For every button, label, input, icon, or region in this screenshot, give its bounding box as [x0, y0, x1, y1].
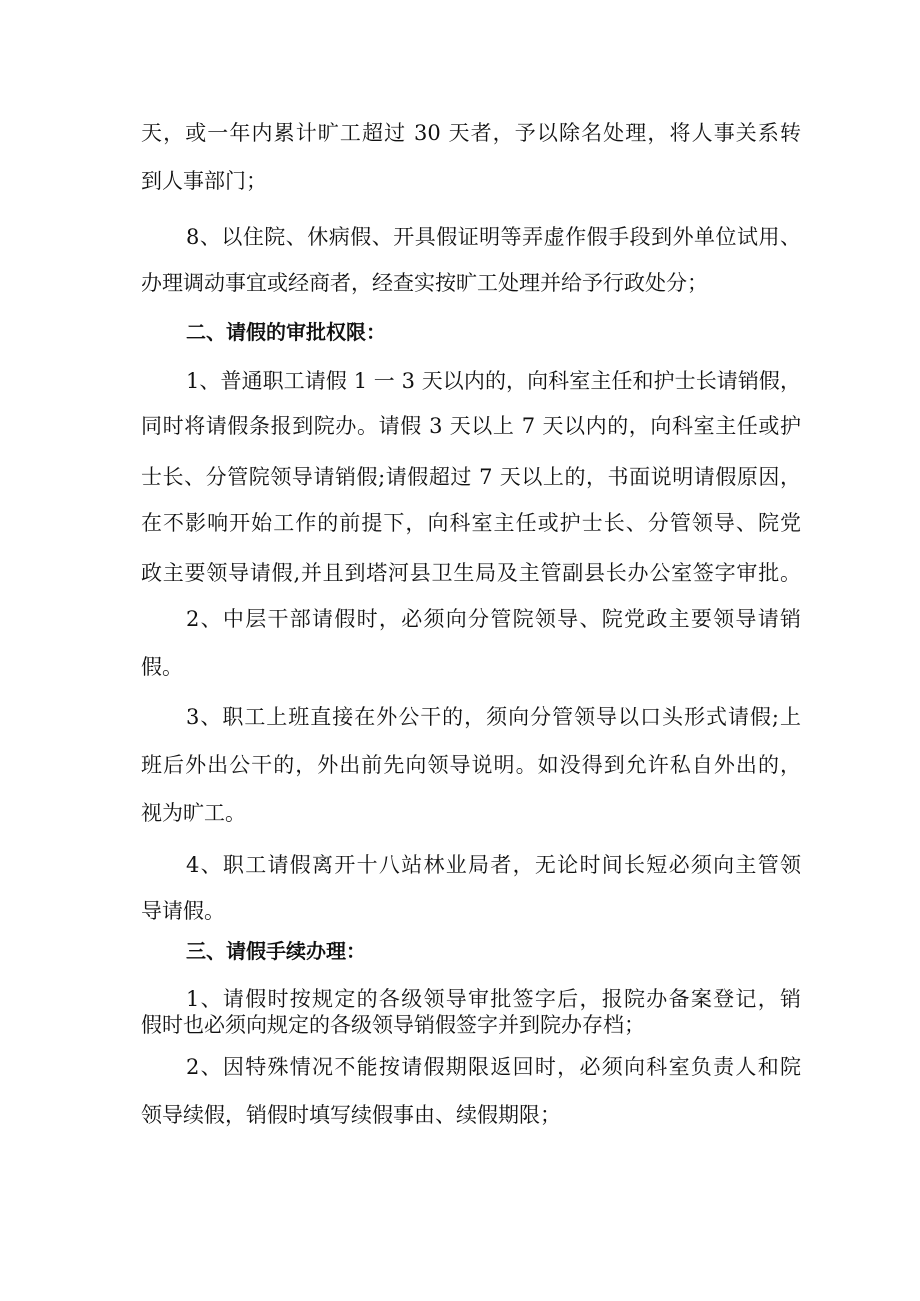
paragraph-line: 到人事部门；	[141, 169, 267, 193]
paragraph-line: 领导续假，销假时填写续假事由、续假期限；	[141, 1103, 561, 1127]
paragraph-line: 假时也必须向规定的各级领导销假签字并到院办存档；	[141, 1013, 645, 1037]
paragraph-line: 办理调动事宜或经商者，经查实按旷工处理并给予行政处分；	[141, 271, 708, 295]
section-heading: 二、请假的审批权限：	[186, 320, 386, 344]
paragraph-line: 班后外出公干的，外出前先向领导说明。如没得到允许私自外出的，	[141, 753, 801, 777]
paragraph-line: 士长、分管院领导请销假;请假超过 7 天以上的，书面说明请假原因，	[141, 465, 801, 489]
paragraph-line: 导请假。	[141, 899, 225, 923]
paragraph-line: 假。	[141, 655, 183, 679]
paragraph-line: 8、以住院、休病假、开具假证明等弄虚作假手段到外单位试用、	[186, 225, 801, 249]
paragraph-line: 天，或一年内累计旷工超过 30 天者，予以除名处理，将人事关系转	[141, 121, 801, 145]
paragraph-line: 政主要领导请假,并且到塔河县卫生局及主管副县长办公室签字审批。	[141, 561, 801, 585]
paragraph-line: 3、职工上班直接在外公干的，须向分管领导以口头形式请假;上	[186, 705, 801, 729]
paragraph-line: 在不影响开始工作的前提下，向科室主任或护士长、分管领导、院党	[141, 511, 801, 535]
paragraph-line: 2、中层干部请假时，必须向分管院领导、院党政主要领导请销	[186, 607, 801, 631]
paragraph-line: 同时将请假条报到院办。请假 3 天以上 7 天以内的，向科室主任或护	[141, 414, 801, 438]
paragraph-line: 1、普通职工请假 1 一 3 天以内的，向科室主任和护士长请销假，	[186, 369, 801, 393]
paragraph-line: 4、职工请假离开十八站林业局者，无论时间长短必须向主管领	[186, 853, 801, 877]
section-heading: 三、请假手续办理：	[186, 939, 366, 963]
paragraph-line: 2、因特殊情况不能按请假期限返回时，必须向科室负责人和院	[186, 1055, 801, 1079]
paragraph-line: 视为旷工。	[141, 801, 246, 825]
paragraph-line: 1、请假时按规定的各级领导审批签字后，报院办备案登记，销	[186, 987, 801, 1011]
